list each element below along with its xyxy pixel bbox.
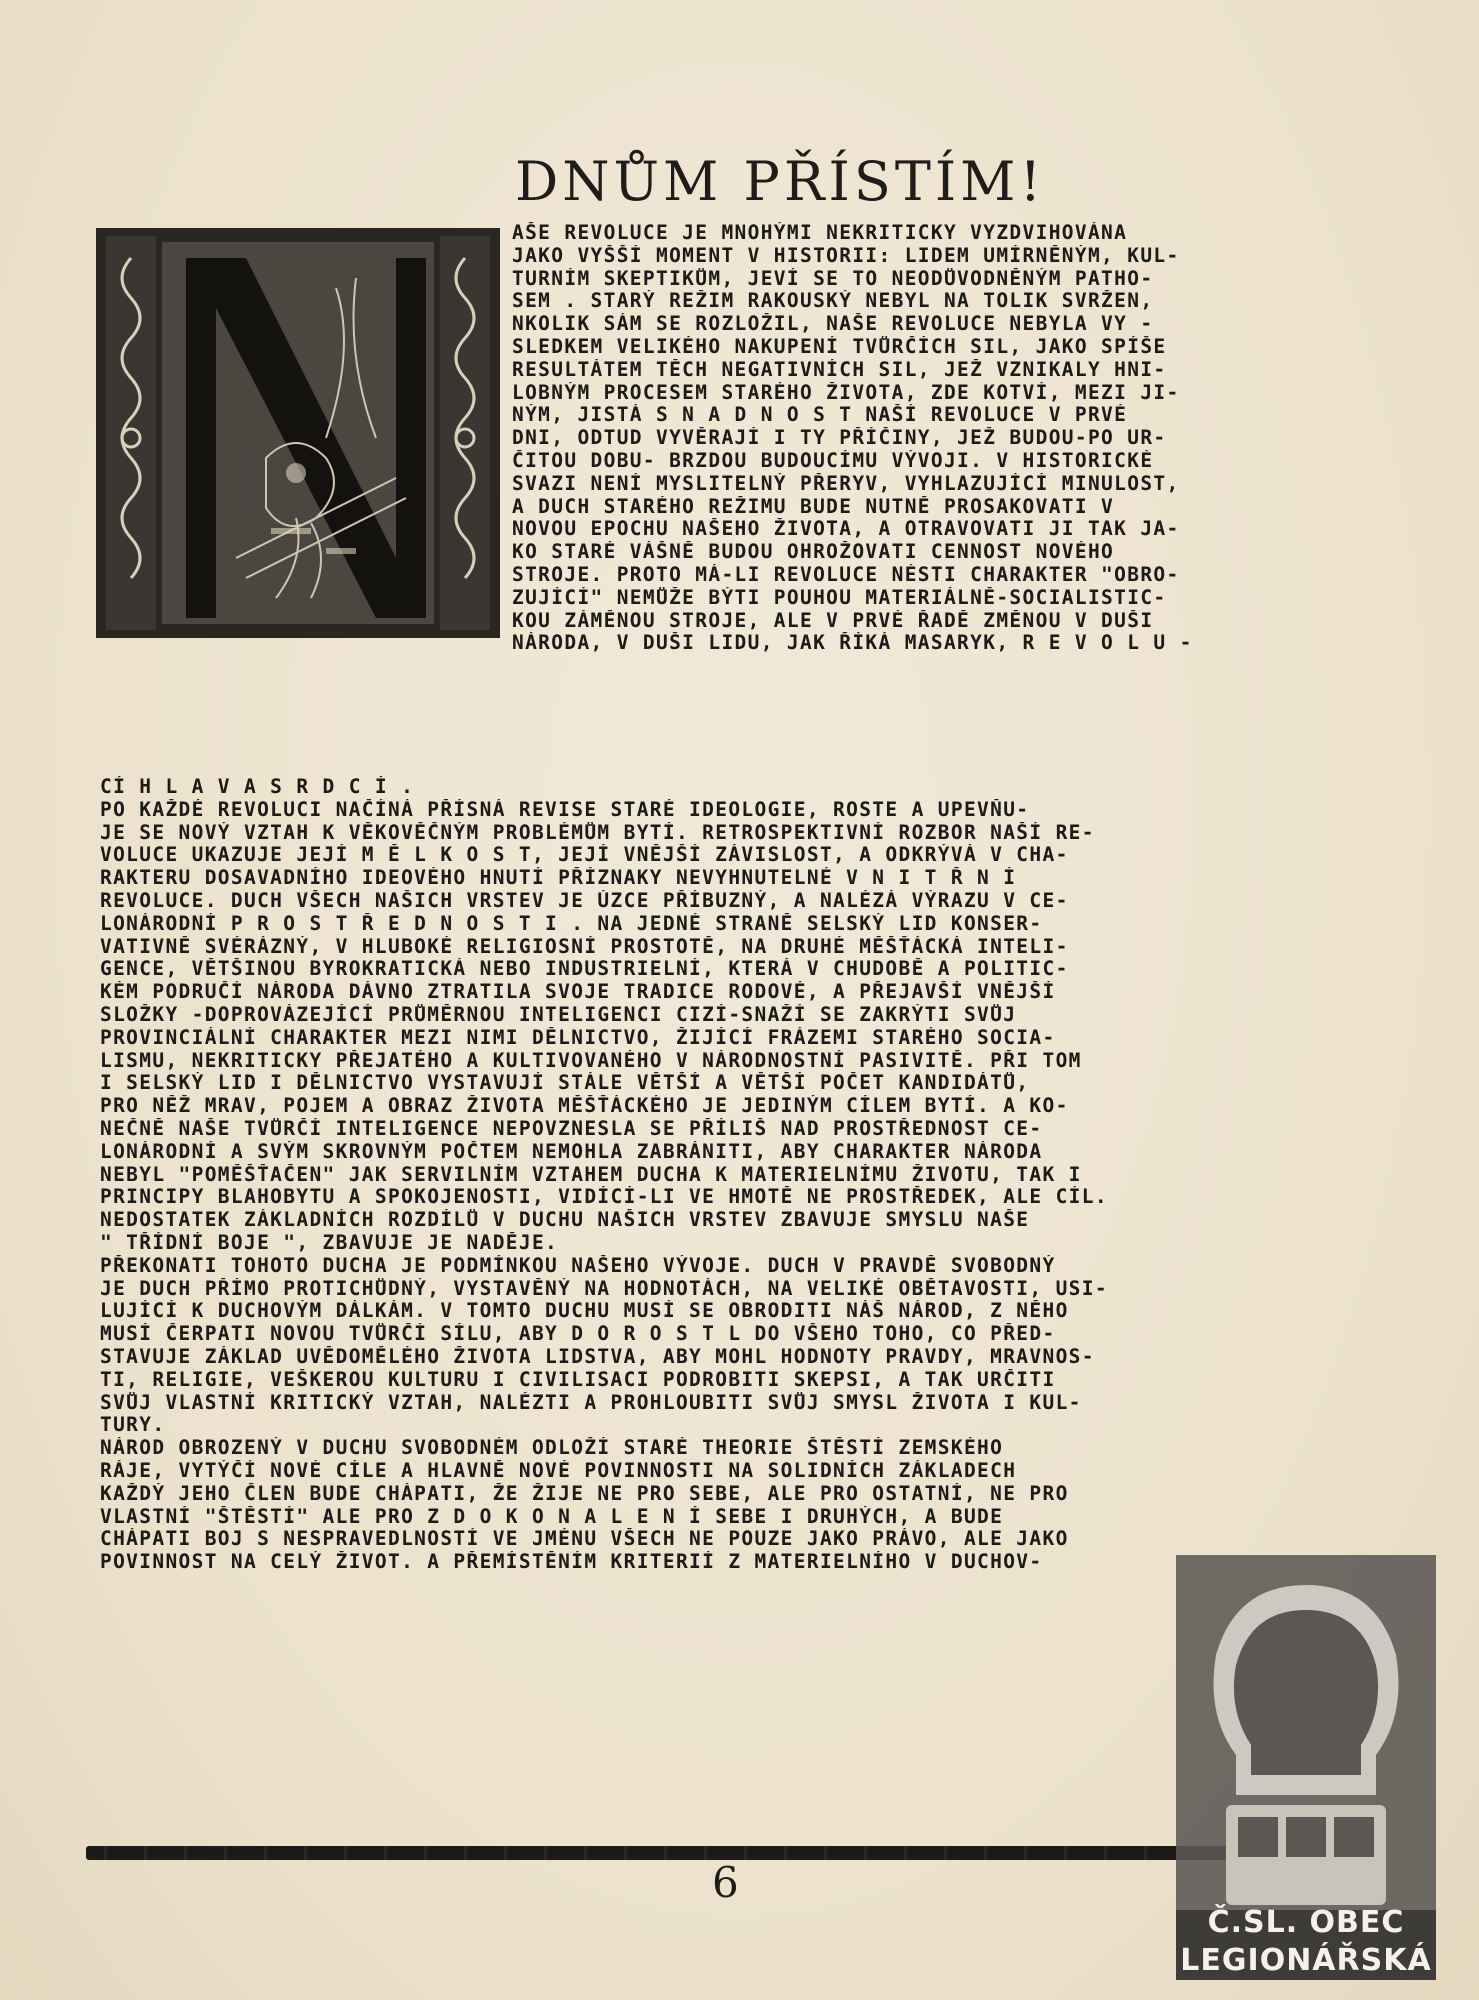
text-line: SEM . STARÝ REŽIM RAKOUSKÝ NEBYL NA TOLIK SVRŽEN, — [512, 290, 1154, 313]
stamp-text-line-2: LEGIONÁŘSKÁ — [1180, 1943, 1432, 1978]
text-line: VATIVNĚ SVÉRÁZNÝ, V HLUBOKÉ RELIGIOSNÍ PROSTOTĚ, NA DRUHÉ MĚŠŤÁCKÁ INTELI- — [100, 935, 1069, 958]
text-line: ZUJÍCÍ" NEMŮŽE BÝTI POUHOU MATERIÁLNĚ-SOCIALISTIC- — [512, 586, 1167, 609]
text-line: RESULTÁTEM TĚCH NEGATIVNÍCH SIL, JEŽ VZNIKALY HNI- — [512, 358, 1167, 381]
text-line: KAŽDÝ JEHO ČLEN BUDE CHÁPATI, ŽE ŽIJE NE PRO SEBE, ALE PRO OSTATNÍ, NE PRO — [100, 1482, 1069, 1505]
text-line: SVAZI NENÍ MYSLITELNÝ PŘERYV, VYHLAZUJÍCÍ MINULOST, — [512, 472, 1180, 495]
text-line: ČITOU DOBU- BRZDOU BUDOUCÍMU VÝVOJI. V HISTORICKÉ — [512, 449, 1154, 472]
text-line: STAVUJE ZÁKLAD UVĚDOMĚLÉHO ŽIVOTA LIDSTVA, ABY MOHL HODNOTY PRAVDY, MRAVNOS- — [100, 1345, 1095, 1368]
text-line: " TŘÍDNÍ BOJE ", ZBAVUJE JE NADĚJE. — [100, 1231, 559, 1254]
text-line: NÁRODA, V DUŠI LIDU, JAK ŘÍKÁ MASARYK, R E V O L U - — [512, 632, 1193, 655]
page-number: 6 — [712, 1858, 739, 1907]
text-line: CHÁPATI BOJ S NESPRAVEDLNOSTÍ VE JMÉNU VŠECH NE POUZE JAKO PRÁVO, ALE JAKO — [100, 1528, 1069, 1551]
text-line: MUSÍ ČERPATI NOVOU TVŮRČÍ SÍLU, ABY D O R O S T L DO VŠEHO TOHO, CO PŘED- — [100, 1323, 1056, 1346]
text-line: KOU ZÁMĚNOU STROJE, ALE V PRVÉ ŘADĚ ZMĚNOU V DUŠI — [512, 609, 1154, 632]
text-line: TURY. — [100, 1414, 166, 1437]
text-line: JAKO VYŠŠÍ MOMENT V HISTORII: LIDEM UMÍRNĚNÝM, KUL- — [512, 244, 1180, 267]
text-line: AŠE REVOLUCE JE MNOHÝMI NEKRITICKY VYZDVIHOVÁNA — [512, 222, 1128, 244]
woodcut-initial-n-illustration — [96, 228, 500, 638]
stamp-text-line-1: Č.SL. OBEC — [1207, 1905, 1405, 1940]
body-text — [100, 776, 1370, 1574]
article-title: DNŮM PŘÍSTÍM! — [515, 150, 1046, 213]
text-line: RAKTERU DOSAVADNÍHO IDEOVÉHO HNUTÍ PŘÍZNAKY NEVYHNUTELNÉ V N I T Ř N Í — [100, 867, 1017, 890]
text-line: NEDOSTATEK ZÁKLADNÍCH ROZDÍLŮ V DUCHU NAŠICH VRSTEV ZBAVUJE SMYSLU NAŠE — [100, 1209, 1030, 1232]
text-line: A DUCH STARÉHO REŽIMU BUDE NUTNĚ PROSAKOVATI V — [512, 495, 1115, 518]
text-line: SLEDKEM VELIKÉHO NAKUPENÍ TVŮRČÍCH SIL, JAKO SPÍŠE — [512, 335, 1167, 358]
text-line: TURNÍM SKEPTIKŮM, JEVÍ SE TO NEODŮVODNĚNÝM PATHO- — [512, 267, 1154, 290]
text-line: STROJE. PROTO MÁ-LI REVOLUCE NÉSTI CHARAKTER "OBRO- — [512, 563, 1180, 586]
text-line: RÁJE, VYTÝČÍ NOVÉ CÍLE A HLAVNĚ NOVÉ POVINNOSTI NA SOLIDNÍCH ZÁKLADECH — [100, 1459, 1017, 1482]
text-line: CÍ H L A V A S R D C Í . — [100, 776, 415, 798]
text-line: NKOLIK SÁM SE ROZLOŽIL, NAŠE REVOLUCE NEBYLA VY - — [512, 313, 1154, 336]
text-line: REVOLUCE. DUCH VŠECH NAŠICH VRSTEV JE ÚZCE PŘÍBUZNÝ, A NALÉZÁ VÝRAZU V CE- — [100, 889, 1069, 912]
text-line: LISMU, NEKRITICKY PŘEJATÉHO A KULTIVOVANÉHO V NÁRODNOSTNÍ PASIVITĚ. PŘI TOM — [100, 1049, 1082, 1072]
text-line: LONÁRODNÍ A SVÝM SKROVNÝM POČTEM NEMOHLA ZABRÁNITI, ABY CHARAKTER NÁRODA — [100, 1140, 1043, 1163]
text-line: KO STARÉ VÁŠNĚ BUDOU OHROŽOVATI CENNOST NOVÉHO — [512, 541, 1115, 564]
text-line: I SELSKÝ LID I DĚLNICTVO VYSTAVUJÍ STÁLE VĚTŠÍ A VĚTŠÍ POČET KANDIDÁTŮ, — [100, 1072, 1030, 1095]
text-line: PO KAŽDÉ REVOLUCI NAČÍNÁ PŘÍSNÁ REVISE STARÉ IDEOLOGIE, ROSTE A UPEVŇU- — [100, 798, 1030, 821]
text-line: LONÁRODNÍ P R O S T Ř E D N O S T I . NA JEDNÉ STRANĚ SELSKÝ LID KONSER- — [100, 912, 1043, 935]
text-line: NEČNĚ NAŠE TVŮRČÍ INTELIGENCE NEPOVZNESLA SE PŘÍLIŠ NAD PROSTŘEDNOST CE- — [100, 1117, 1043, 1140]
text-line: VLASTNÍ "ŠTĚSTÍ" ALE PRO Z D O K O N A L E N Í SEBE I DRUHÝCH, A BUDE — [100, 1505, 1004, 1528]
text-line: PRO NĚŽ MRAV, POJEM A OBRAZ ŽIVOTA MĚŠŤÁCKÉHO JE JEDINÝM CÍLEM BYTÍ. A KO- — [100, 1095, 1069, 1118]
text-line: VOLUCE UKAZUJE JEJÍ M Ě L K O S T, JEJÍ VNĚJŠÍ ZÁVISLOST, A ODKRÝVÁ V CHA- — [100, 844, 1069, 867]
text-line: DNI, ODTUD VYVĚRAJÍ I TY PŘÍČINY, JEŽ BUDOU-PO UR- — [512, 427, 1167, 450]
text-line: LUJÍCÍ K DUCHOVÝM DÁLKÁM. V TOMTO DUCHU MUSÍ SE OBRODITI NÁŠ NÁROD, Z NĚHO — [100, 1300, 1069, 1323]
text-line: NÝM, JISTÁ S N A D N O S T NAŠÍ REVOLUCE V PRVÉ — [512, 404, 1128, 427]
text-line: NEBYL "POMĚŠŤAČEN" JAK SERVILNÍM VZTAHEM DUCHA K MATERIELNÍMU ŽIVOTU, TAK I — [100, 1163, 1082, 1186]
text-line: POVINNOST NA CELÝ ŽIVOT. A PŘEMÍSTĚNÍM KRITERIÍ Z MATERIELNÍHO V DUCHOV- — [100, 1551, 1043, 1574]
text-line: SLOŽKY -DOPROVÁZEJÍCÍ PRŮMĚRNOU INTELIGENCI CIZÍ-SNAŽÍ SE ZAKRÝTI SVŮJ — [100, 1003, 1017, 1026]
text-line: SVŮJ VLASTNÍ KRITICKÝ VZTAH, NALÉZTI A PROHLOUBITI SVŮJ SMYSL ŽIVOTA I KUL- — [100, 1391, 1082, 1414]
text-line: NOVOU EPOCHU NAŠEHO ŽIVOTA, A OTRAVOVATI JI TAK JA- — [512, 518, 1180, 541]
text-line: LOBNÝM PROCESEM STARÉHO ŽIVOTA, ZDE KOTVÍ, MEZI JI- — [512, 381, 1180, 404]
text-line: NÁROD OBROZENÝ V DUCHU SVOBODNÉM ODLOŽÍ STARÉ THEORIE ŠTĚSTÍ ZEMSKÉHO — [100, 1437, 1004, 1460]
text-line: PROVINCIÁLNÍ CHARAKTER MEZI NIMI DĚLNICTVO, ŽIJÍCÍ FRÁZEMI STARÉHO SOCIA- — [100, 1026, 1056, 1049]
text-line: GENCE, VĚTŠINOU BYROKRATICKÁ NEBO INDUSTRIELNÍ, KTERÁ V CHUDOBĚ A POLITIC- — [100, 958, 1069, 981]
text-line: KÉM PODRUČÍ NÁRODA DÁVNO ZTRATILA SVOJE TRADICE RODOVÉ, A PŘEJAVŠÍ VNĚJŠÍ — [100, 981, 1056, 1004]
text-line: PŘEKONATI TOHOTO DUCHA JE PODMÍNKOU NAŠEHO VÝVOJE. DUCH V PRAVDĚ SVOBODNÝ — [100, 1254, 1056, 1277]
intro-paragraph — [512, 222, 1382, 655]
text-line: TI, RELIGIE, VEŠKEROU KULTURU I CIVILISACI PODROBITI SKEPSI, A TAK URČITI — [100, 1368, 1056, 1391]
text-line: JE SE NOVÝ VZTAH K VĚKOVĚČNÝM PROBLÉMŮM BYTÍ. RETROSPEKTIVNÍ ROZBOR NAŠÍ RE- — [100, 821, 1095, 844]
text-line: JE DUCH PŘÍMO PROTICHŮDNÝ, VYSTAVĚNÝ NA HODNOTÁCH, NA VELIKÉ OBĚTAVOSTI, USI- — [100, 1277, 1108, 1300]
text-line: PRINCIPY BLAHOBYTU A SPOKOJENOSTI, VIDÍCÍ-LI VE HMOTĚ NE PROSTŘEDEK, ALE CÍL. — [100, 1186, 1108, 1209]
